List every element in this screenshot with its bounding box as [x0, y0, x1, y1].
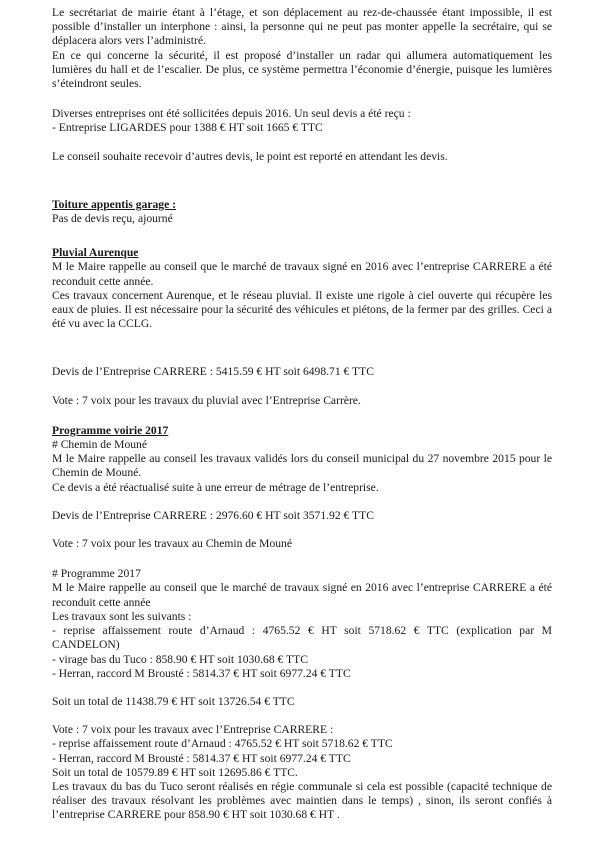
programme-total: Soit un total de 11438.79 € HT soit 13726.54 € TTC — [52, 694, 295, 708]
programme-paragraph-marche: M le Maire rappelle au conseil que le marché de travaux signé en 2016 avec l’entreprise CARRERE a été reconduit cette année — [52, 581, 552, 609]
programme-vote-total: Soit un total de 10579.89 € HT soit 12695.86 € TTC. — [52, 765, 298, 779]
list-item: - virage bas du Tuco : 858.90 € HT soit 1030.68 € TTC — [52, 652, 308, 666]
heading-voirie: Programme voirie 2017 — [52, 423, 169, 437]
pluvial-devis: Devis de l’Entreprise CARRERE : 5415.59 € HT soit 6498.71 € TTC — [52, 365, 374, 379]
moune-paragraph-reactualise: Ce devis a été réactualisé suite à une erreur de métrage de l’entreprise. — [52, 480, 379, 494]
heading-toiture: Toiture appentis garage : — [52, 197, 176, 211]
intro-paragraph-securite: En ce qui concerne la sécurité, il est proposé d’installer un radar qui allumera automatiquement les lumières du hall et de l’escalier. De plus, ce système permettra l’économie d’énergie, puisque les lumières s’éteindront seules. — [52, 48, 552, 91]
moune-vote: Vote : 7 voix pour les travaux au Chemin de Mouné — [52, 537, 292, 551]
programme-closing: Les travaux du bas du Tuco seront réalisés en régie communale si cela est possible (capacité technique de réaliser des travaux résolvant les problèmes avec maintien dans le temps) , sinon, ils seront confiés à l’entreprise CARRERE pour 858.90 € HT soit 1030.68 € HT . — [52, 779, 552, 822]
list-item: - Herran, raccord M Brousté : 5814.37 € HT soit 6977.24 € TTC — [52, 666, 351, 680]
list-item: - reprise affaissement route d’Arnaud : 4765.52 € HT soit 5718.62 € TTC (explication par M CANDELON) — [52, 624, 552, 652]
list-item: - reprise affaissement route d’Arnaud : 4765.52 € HT soit 5718.62 € TTC — [52, 737, 393, 751]
pluvial-paragraph-marche: M le Maire rappelle au conseil que le marché de travaux signé en 2016 avec l’entreprise CARRERE a été reconduit cette année. — [52, 260, 552, 288]
subheading-moune: # Chemin de Mouné — [52, 438, 147, 452]
moune-devis: Devis de l’Entreprise CARRERE : 2976.60 € HT soit 3571.92 € TTC — [52, 508, 374, 522]
document-page — [52, 6, 552, 823]
list-item: - Herran, raccord M Brousté : 5814.37 € HT soit 6977.24 € TTC — [52, 751, 351, 765]
pluvial-vote: Vote : 7 voix pour les travaux du pluvial avec l’Entreprise Carrère. — [52, 393, 361, 407]
devis-ligardes: - Entreprise LIGARDES pour 1388 € HT soit 1665 € TTC — [52, 121, 323, 135]
subheading-programme: # Programme 2017 — [52, 567, 141, 581]
pluvial-paragraph-travaux: Ces travaux concernent Aurenque, et le réseau pluvial. Il existe une rigole à ciel ouverte qui récupère les eaux de pluies. Il est nécessaire pour la sécurité des véhicules et piétons, de la fermer par des grilles. Ceci a été vu avec la CCLG. — [52, 288, 552, 331]
toiture-text: Pas de devis reçu, ajourné — [52, 212, 173, 226]
programme-list-intro: Les travaux sont les suivants : — [52, 609, 192, 623]
decision-report: Le conseil souhaite recevoir d’autres devis, le point est reporté en attendant les devis. — [52, 149, 448, 163]
programme-vote-intro: Vote : 7 voix pour les travaux avec l’Entreprise CARRERE : — [52, 723, 334, 737]
intro-paragraph-interphone: Le secrétariat de mairie étant à l’étage, et son déplacement au rez-de-chaussée étant impossible, il est possible d’installer un interphone : ainsi, la personne qui ne peut pas monter appelle la secrétaire, qui se déplacera alors vers l’administré. — [52, 6, 552, 48]
moune-paragraph-rappel: M le Maire rappelle au conseil les travaux validés lors du conseil municipal du 27 novembre 2015 pour le Chemin de Mouné. — [52, 452, 552, 480]
devis-intro: Diverses entreprises ont été sollicitées depuis 2016. Un seul devis a été reçu : — [52, 107, 411, 121]
heading-pluvial: Pluvial Aurenque — [52, 246, 139, 260]
